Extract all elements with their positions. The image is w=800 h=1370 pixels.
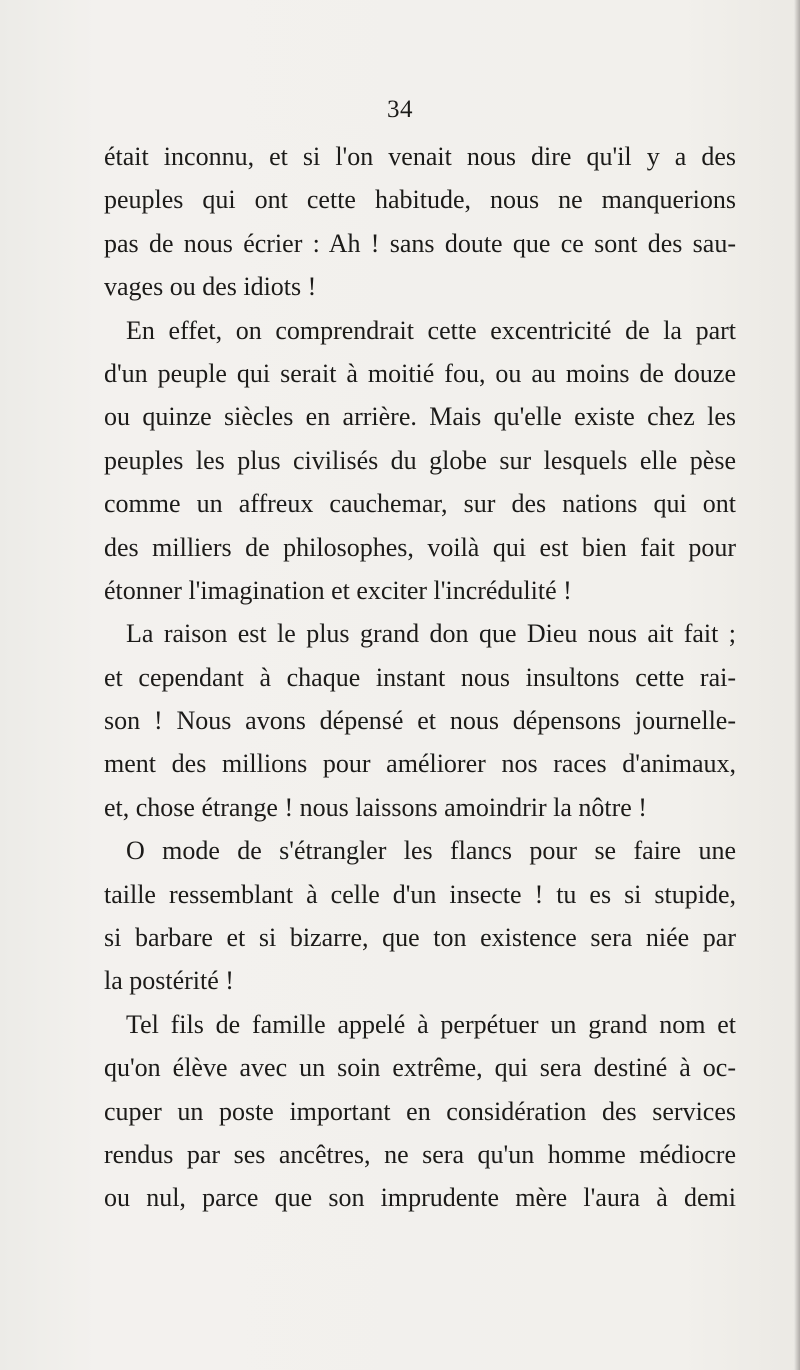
text-line: des milliers de philosophes, voilà qui est bien fait pour: [104, 532, 736, 562]
text-line: son ! Nous avons dépensé et nous dépensons journelle-: [104, 706, 736, 736]
page-number: 34: [387, 96, 413, 123]
text-line: et, chose étrange ! nous laissons amoindrir la nôtre !: [104, 792, 647, 822]
text-line: la postérité !: [104, 966, 234, 996]
text-line: En effet, on comprendrait cette excentricité de la part: [126, 315, 736, 345]
text-line: ment des millions pour améliorer nos races d'animaux,: [104, 749, 736, 779]
text-line: pas de nous écrier : Ah ! sans doute que ce sont des sau-: [104, 228, 736, 258]
text-line: taille ressemblant à celle d'un insecte ! tu es si stupide,: [104, 879, 736, 909]
text-line: qu'on élève avec un soin extrême, qui sera destiné à oc-: [104, 1053, 736, 1083]
text-line: La raison est le plus grand don que Dieu nous ait fait ;: [126, 619, 736, 649]
text-line: Tel fils de famille appelé à perpétuer un grand nom et: [126, 1009, 736, 1039]
text-line: vages ou des idiots !: [104, 272, 317, 302]
text-line: cuper un poste important en considération des services: [104, 1096, 736, 1126]
page-edge-shadow: [794, 0, 800, 1370]
text-line: si barbare et si bizarre, que ton existence sera niée par: [104, 923, 736, 953]
text-line: ou quinze siècles en arrière. Mais qu'elle existe chez les: [104, 402, 736, 432]
text-line: et cependant à chaque instant nous insultons cette rai-: [104, 662, 736, 692]
text-line: comme un affreux cauchemar, sur des nations qui ont: [104, 489, 736, 519]
text-line: rendus par ses ancêtres, ne sera qu'un homme médiocre: [104, 1139, 736, 1169]
text-line: ou nul, parce que son imprudente mère l'aura à demi: [104, 1183, 736, 1213]
text-line: était inconnu, et si l'on venait nous dire qu'il y a des: [104, 142, 736, 171]
text-line: peuples qui ont cette habitude, nous ne manquerions: [104, 185, 736, 215]
text-line: étonner l'imagination et exciter l'incrédulité !: [104, 575, 572, 605]
text-line: peuples les plus civilisés du globe sur lesquels elle pèse: [104, 445, 736, 475]
text-line: O mode de s'étrangler les flancs pour se faire une: [126, 836, 736, 866]
text-line: d'un peuple qui serait à moitié fou, ou au moins de douze: [104, 358, 736, 388]
body-text: [104, 135, 736, 1220]
